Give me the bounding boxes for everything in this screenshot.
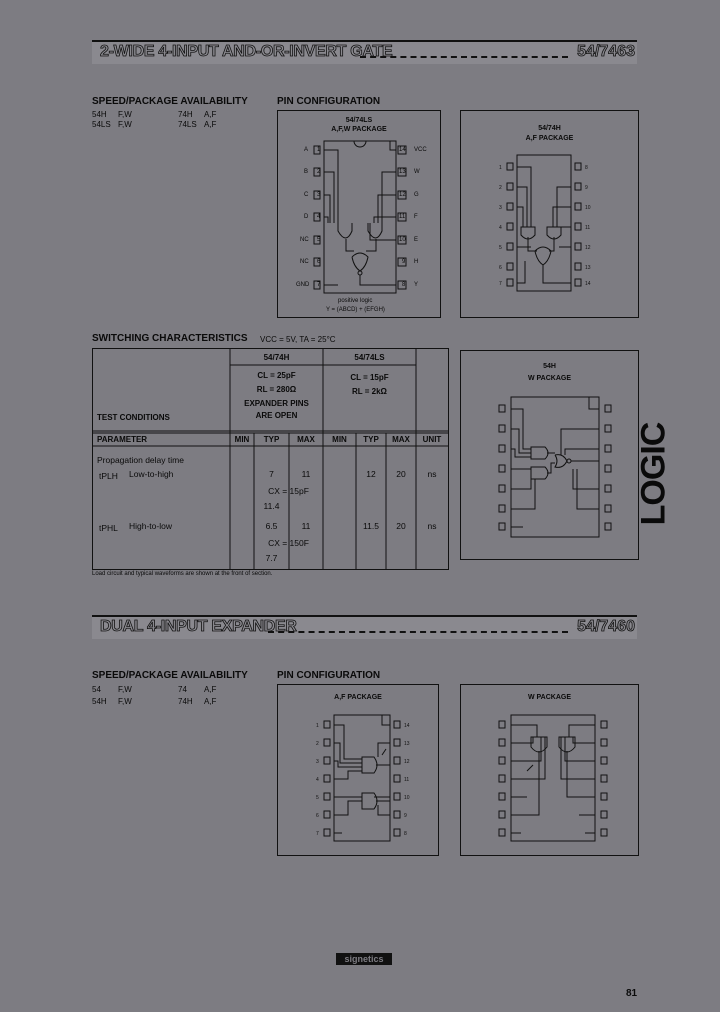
speed-cell: F,W <box>118 697 132 706</box>
logic-side-tab <box>632 422 676 526</box>
svg-text:5: 5 <box>316 795 319 801</box>
pin-diagram-74ls <box>277 110 441 318</box>
pin-label: W <box>414 169 420 175</box>
col-header: MAX <box>392 435 410 444</box>
svg-text:7: 7 <box>316 831 319 837</box>
pin-number: 9 <box>402 259 406 265</box>
col-header: TYP <box>363 435 379 444</box>
section1-banner <box>92 40 637 64</box>
row-symbol: tPHL <box>99 523 118 533</box>
logic-note: positive logic <box>338 298 373 304</box>
row-label: Low-to-high <box>129 469 174 479</box>
banner-dashes <box>360 56 568 58</box>
svg-text:11: 11 <box>585 225 591 231</box>
diagram-title: W PACKAGE <box>527 694 572 701</box>
condition: RL = 280Ω <box>256 385 297 394</box>
svg-text:14: 14 <box>404 723 410 729</box>
svg-text:3: 3 <box>316 759 319 765</box>
svg-text:5: 5 <box>499 245 502 251</box>
pin-number: 4 <box>317 214 321 220</box>
condition: EXPANDER PINS <box>244 399 309 408</box>
signetics-logo: signetics <box>336 953 392 965</box>
pin-number: 6 <box>317 259 321 265</box>
speed-cell: A,F <box>204 697 217 706</box>
switching-conditions: VCC = 5V, TA = 25°C <box>260 335 336 344</box>
condition: RL = 2kΩ <box>352 387 387 396</box>
ic-schematic <box>278 685 438 855</box>
pin-number: 5 <box>317 237 321 243</box>
diagram-subtitle: W PACKAGE <box>527 375 572 382</box>
value: 11 <box>301 521 311 531</box>
group-header: 54/74H <box>263 353 290 362</box>
row-symbol: tPLH <box>99 471 118 481</box>
section1-title: 2-WIDE 4-INPUT AND-OR-INVERT GATE <box>100 43 393 60</box>
svg-text:8: 8 <box>404 831 407 837</box>
ic-schematic <box>461 685 638 855</box>
svg-text:7: 7 <box>499 281 502 287</box>
footnote: Load circuit and typical waveforms are shown at the front of section. <box>92 571 273 577</box>
pin-number: 8 <box>402 282 406 288</box>
svg-text:2: 2 <box>316 741 319 747</box>
condition: CX = 15pF <box>268 486 309 496</box>
speed-cell: A,F <box>204 110 217 119</box>
svg-text:14: 14 <box>585 281 591 287</box>
svg-text:4: 4 <box>499 225 502 231</box>
pin-number: 13 <box>399 169 406 175</box>
pin-diagram-74h <box>460 110 639 318</box>
diagram-title: 54H <box>543 363 556 370</box>
diagram-subtitle: A,F,W PACKAGE <box>331 126 387 133</box>
svg-text:1: 1 <box>499 165 502 171</box>
pin-number: 14 <box>399 147 406 153</box>
speed-heading-2: SPEED/PACKAGE AVAILABILITY <box>92 670 248 681</box>
svg-text:12: 12 <box>585 245 591 251</box>
svg-text:13: 13 <box>585 265 591 271</box>
value: 11.5 <box>363 521 379 531</box>
speed-cell: 54 <box>92 685 101 694</box>
value: ns <box>427 521 437 531</box>
condition: CL = 15pF <box>350 373 389 382</box>
value: 7.7 <box>265 553 278 563</box>
pin-diagram-54h-w <box>460 350 639 560</box>
condition: CX = 150F <box>268 538 309 548</box>
pin-number: 2 <box>317 169 321 175</box>
row-label: High-to-low <box>129 521 172 531</box>
value: 11.4 <box>263 501 280 511</box>
svg-text:6: 6 <box>499 265 502 271</box>
value: 11 <box>301 469 311 479</box>
svg-text:12: 12 <box>404 759 410 765</box>
section2-title: DUAL 4-INPUT EXPANDER <box>100 618 297 635</box>
col-header: PARAMETER <box>97 435 148 444</box>
value: 20 <box>396 469 406 479</box>
section2-banner <box>92 615 637 639</box>
pin-label: E <box>414 237 419 243</box>
col-header: MIN <box>332 435 347 444</box>
pin-label: B <box>304 169 309 175</box>
col-header: UNIT <box>422 435 442 444</box>
speed-cell: 74H <box>178 697 193 706</box>
diagram-title: 54/74LS <box>345 117 373 124</box>
svg-text:10: 10 <box>404 795 410 801</box>
svg-text:6: 6 <box>316 813 319 819</box>
diagram-title: A,F PACKAGE <box>334 694 382 701</box>
pin-number: 3 <box>317 192 321 198</box>
col-header: MIN <box>234 435 250 444</box>
pin-number: 10 <box>399 237 406 243</box>
speed-cell: 74LS <box>178 120 197 129</box>
condition: CL = 25pF <box>257 371 296 380</box>
diagram-title: 54/74H <box>538 125 561 132</box>
value: 20 <box>396 521 406 531</box>
condition: ARE OPEN <box>255 411 298 420</box>
pin-number: 12 <box>399 192 406 198</box>
pin-heading-2: PIN CONFIGURATION <box>277 670 381 681</box>
switching-table <box>92 348 449 570</box>
svg-text:10: 10 <box>585 205 591 211</box>
speed-cell: F,W <box>118 110 132 119</box>
pin-diagram-7460-af <box>277 684 439 856</box>
value: 7 <box>269 469 274 479</box>
pin-label: C <box>304 192 309 198</box>
switching-heading: SWITCHING CHARACTERISTICS <box>92 333 248 344</box>
svg-text:1: 1 <box>316 723 319 729</box>
speed-cell: 74 <box>178 685 187 694</box>
value: 12 <box>366 469 376 479</box>
speed-cell: 54H <box>92 110 107 119</box>
speed-heading-1: SPEED/PACKAGE AVAILABILITY <box>92 96 248 107</box>
svg-text:8: 8 <box>585 165 588 171</box>
speed-cell: A,F <box>204 120 217 129</box>
speed-cell: 54LS <box>92 120 111 129</box>
svg-text:3: 3 <box>499 205 502 211</box>
pin-label: NC <box>300 237 309 243</box>
pin-label: NC <box>300 259 309 265</box>
pin-label: F <box>414 214 418 220</box>
pin-number: 7 <box>317 282 321 288</box>
pin-label: D <box>304 214 309 220</box>
pin-number: 11 <box>399 214 406 220</box>
speed-cell: 74H <box>178 110 193 119</box>
pin-heading-1: PIN CONFIGURATION <box>277 96 381 107</box>
svg-text:11: 11 <box>404 777 410 783</box>
group-header: 54/74LS <box>354 353 385 362</box>
svg-text:2: 2 <box>499 185 502 191</box>
ic-schematic <box>461 351 638 559</box>
ic-schematic <box>278 111 440 317</box>
svg-text:9: 9 <box>585 185 588 191</box>
value: 6.5 <box>265 521 278 531</box>
svg-text:9: 9 <box>404 813 407 819</box>
pin-label: H <box>414 259 419 265</box>
diagram-subtitle: A,F PACKAGE <box>525 135 574 142</box>
value: ns <box>427 469 437 479</box>
side-tab-label: LOGIC <box>634 422 673 526</box>
pin-number: 1 <box>317 147 321 153</box>
row-label: Propagation delay time <box>97 455 184 465</box>
logic-equation: Y = (ABCD) + (EFGH) <box>326 307 385 313</box>
col-header: MAX <box>297 435 315 444</box>
svg-text:13: 13 <box>404 741 410 747</box>
pin-label: VCC <box>414 147 427 153</box>
speed-cell: F,W <box>118 120 132 129</box>
pin-label: G <box>414 192 419 198</box>
pin-label: A <box>304 147 309 153</box>
svg-text:4: 4 <box>316 777 319 783</box>
speed-cell: F,W <box>118 685 132 694</box>
test-conditions-label: TEST CONDITIONS <box>97 413 170 422</box>
speed-cell: 54H <box>92 697 107 706</box>
pin-diagram-7460-w <box>460 684 639 856</box>
speed-cell: A,F <box>204 685 217 694</box>
pin-label: GND <box>296 282 310 288</box>
section1-part-number: 54/7463 <box>577 43 635 60</box>
col-header: TYP <box>263 435 280 444</box>
section2-part-number: 54/7460 <box>577 618 635 635</box>
ic-schematic <box>461 111 638 317</box>
page-number: 81 <box>626 988 638 999</box>
banner-dashes <box>268 631 568 633</box>
pin-label: Y <box>414 282 419 288</box>
